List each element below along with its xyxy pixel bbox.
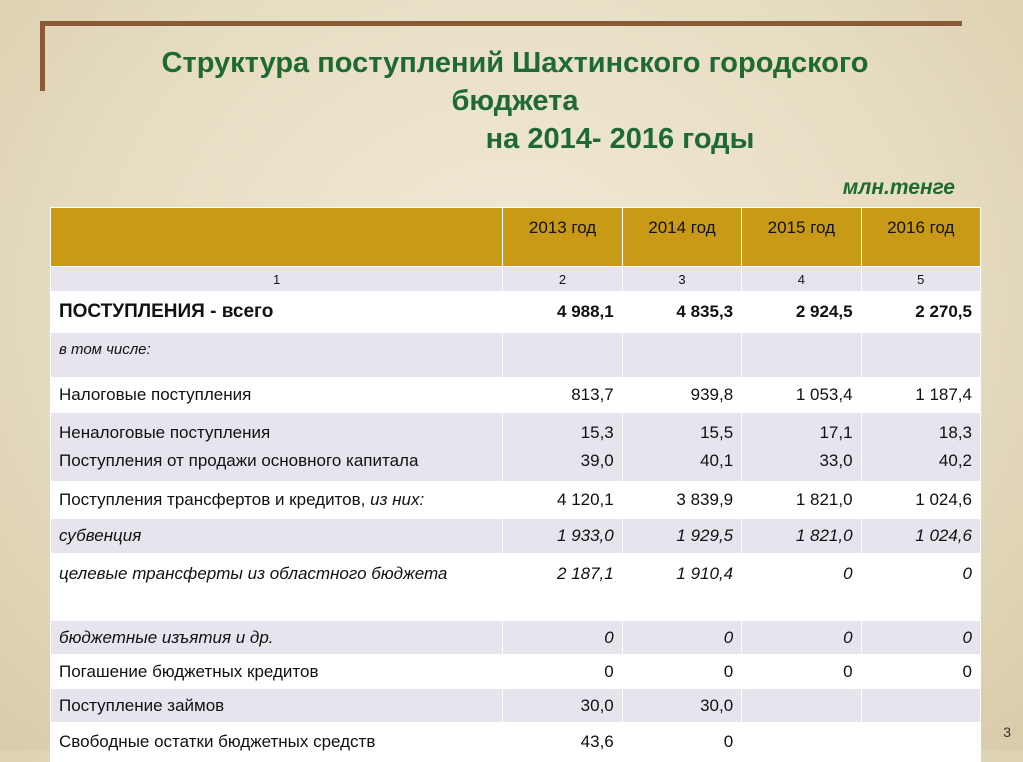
cell-value: 2 924,5 (742, 292, 861, 333)
cell-value (861, 689, 980, 723)
decorative-frame-top (40, 21, 962, 26)
cell-value (742, 689, 861, 723)
table-row-transfers (51, 482, 981, 519)
cell-value (861, 723, 980, 762)
row-label-main: Поступления трансфертов и кредитов, (59, 490, 366, 509)
table-row-balances (51, 723, 981, 762)
cell-value: 4 988,1 (503, 292, 622, 333)
cell-value: 0 (622, 655, 741, 689)
cell-value: 1 024,6 (861, 519, 980, 554)
cell-value: 0 (742, 655, 861, 689)
cell-value (503, 413, 622, 482)
cell-value: 813,7 (503, 378, 622, 413)
cell-empty (742, 333, 861, 378)
cell-value: 2 270,5 (861, 292, 980, 333)
header-cell: 2015 год (742, 208, 861, 267)
table-row-nontax-capital (51, 413, 981, 482)
column-number-row (51, 267, 981, 292)
table-row-tax (51, 378, 981, 413)
cell-value (861, 413, 980, 482)
cell-value: 0 (861, 655, 980, 689)
cell-value: 17,1 (819, 423, 853, 442)
slide-title (60, 44, 970, 158)
cell-value: 1 929,5 (622, 519, 741, 554)
cell-value: 43,6 (503, 723, 622, 762)
row-label: в том числе: (51, 333, 503, 378)
cell-empty (503, 333, 622, 378)
row-label: Свободные остатки бюджетных средств (51, 723, 503, 762)
header-cell: 2016 год (861, 208, 980, 267)
budget-table (50, 207, 981, 762)
title-line-3: на 2014- 2016 годы (485, 123, 755, 155)
cell-value: 40,2 (938, 451, 972, 470)
cell-empty (861, 333, 980, 378)
table-row-repayment (51, 655, 981, 689)
table-row-withdrawals (51, 621, 981, 655)
cell-value: 0 (622, 723, 741, 762)
cell-value (742, 413, 861, 482)
column-number: 4 (742, 267, 861, 292)
cell-value (622, 413, 741, 482)
cell-value: 1 053,4 (742, 378, 861, 413)
row-label: целевые трансферты из областного бюджета (51, 554, 503, 621)
row-label-capital: Поступления от продажи основного капитала (59, 451, 419, 470)
title-line-1: Структура поступлений Шахтинского городского (161, 47, 869, 79)
title-line-2: бюджета (451, 85, 579, 117)
cell-empty (622, 333, 741, 378)
cell-value: 40,1 (700, 451, 734, 470)
cell-value: 1 821,0 (742, 519, 861, 554)
cell-value: 0 (742, 554, 861, 621)
cell-value: 0 (861, 554, 980, 621)
page-number: 3 (1003, 724, 1011, 740)
column-number: 5 (861, 267, 980, 292)
cell-value: 4 835,3 (622, 292, 741, 333)
table-row-loans (51, 689, 981, 723)
cell-value: 939,8 (622, 378, 741, 413)
table-row-subvention (51, 519, 981, 554)
row-label: Налоговые поступления (51, 378, 503, 413)
row-label: Поступление займов (51, 689, 503, 723)
row-label: ПОСТУПЛЕНИЯ - всего (51, 292, 503, 333)
table-header-row (51, 208, 981, 267)
row-label: бюджетные изъятия и др. (51, 621, 503, 655)
column-number: 2 (503, 267, 622, 292)
cell-value: 39,0 (580, 451, 614, 470)
cell-value: 15,3 (580, 423, 614, 442)
cell-value: 30,0 (503, 689, 622, 723)
row-label: Погашение бюджетных кредитов (51, 655, 503, 689)
cell-value: 3 839,9 (622, 482, 741, 519)
cell-value: 33,0 (819, 451, 853, 470)
row-label (51, 413, 503, 482)
header-cell: 2013 год (503, 208, 622, 267)
row-label-nontax: Неналоговые поступления (59, 423, 271, 442)
cell-value: 1 187,4 (861, 378, 980, 413)
cell-value: 1 910,4 (622, 554, 741, 621)
cell-value: 0 (622, 621, 741, 655)
table-row-targeted (51, 554, 981, 621)
cell-value: 1 024,6 (861, 482, 980, 519)
row-label: субвенция (51, 519, 503, 554)
column-number: 1 (51, 267, 503, 292)
table-row-including (51, 333, 981, 378)
header-cell: 2014 год (622, 208, 741, 267)
cell-value: 15,5 (700, 423, 734, 442)
cell-value: 1 821,0 (742, 482, 861, 519)
cell-value: 30,0 (622, 689, 741, 723)
column-number: 3 (622, 267, 741, 292)
cell-value: 4 120,1 (503, 482, 622, 519)
cell-value: 0 (742, 621, 861, 655)
cell-value: 0 (503, 655, 622, 689)
row-label-suffix: из них: (370, 490, 425, 509)
cell-value: 0 (861, 621, 980, 655)
cell-value: 0 (503, 621, 622, 655)
cell-value: 2 187,1 (503, 554, 622, 621)
row-label (51, 482, 503, 519)
cell-value (742, 723, 861, 762)
cell-value: 1 933,0 (503, 519, 622, 554)
table-row-total (51, 292, 981, 333)
header-cell (51, 208, 503, 267)
cell-value: 18,3 (938, 423, 972, 442)
units-label: млн.тенге (842, 176, 955, 199)
decorative-frame-left (40, 21, 45, 91)
